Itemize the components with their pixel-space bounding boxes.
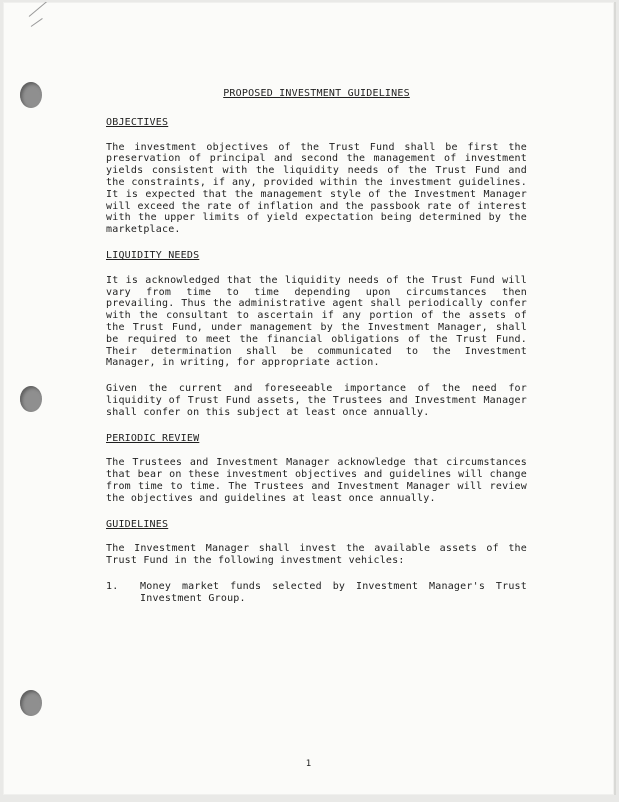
liquidity-paragraph-1: It is acknowledged that the liquidity needs of the Trust Fund will vary from time to time depending upon circumstances then prevailing. Thus the administrative agent shall periodically confer with the consultant to ascertain if any portion of the assets of the Trust Fund, under management by the Investment Manager, shall be required to meet the financial obligations of the Trust Fund. Their determination shall be communicated to the Investment Manager, in writing, for appropriate action. <box>106 274 527 369</box>
punch-hole <box>20 82 42 108</box>
section-heading-liquidity-needs: LIQUIDITY NEEDS <box>106 249 200 261</box>
list-item-text: Money market funds selected by Investment Manager's Trust Investment Group. <box>140 580 527 604</box>
punch-hole <box>20 690 42 716</box>
list-item-number: 1. <box>106 580 119 592</box>
periodic-review-paragraph: The Trustees and Investment Manager acknowledge that circumstances that bear on these investment objectives and guidelines will change from time to time. The Trustees and Investment Manager will review the objectives and guidelines at least once annually. <box>106 457 527 504</box>
list-item <box>106 581 527 605</box>
pencil-mark <box>31 18 43 27</box>
document-body <box>106 88 527 605</box>
section-heading-periodic-review: PERIODIC REVIEW <box>106 432 200 444</box>
objectives-paragraph: The investment objectives of the Trust Fund shall be first the preservation of principal and second the management of investment yields consistent with the liquidity needs of the Trust Fund and the constraints, if any, provided within the investment guidelines. It is expected that the management style of the Investment Manager will exceed the rate of inflation and the passbook rate of interest with the upper limits of yield expectation being determined by the marketplace. <box>106 141 527 236</box>
section-heading-objectives: OBJECTIVES <box>106 116 169 128</box>
pencil-mark <box>29 2 56 17</box>
page-number: 1 <box>305 759 312 769</box>
document-page <box>3 2 616 795</box>
liquidity-paragraph-2: Given the current and foreseeable importance of the need for liquidity of Trust Fund assets, the Trustees and Investment Manager shall confer on this subject at least once annually. <box>106 383 527 418</box>
document-title: PROPOSED INVESTMENT GUIDELINES <box>223 88 410 99</box>
punch-hole <box>20 386 42 412</box>
section-heading-guidelines: GUIDELINES <box>106 518 169 530</box>
guidelines-paragraph: The Investment Manager shall invest the available assets of the Trust Fund in the following investment vehicles: <box>106 543 527 567</box>
